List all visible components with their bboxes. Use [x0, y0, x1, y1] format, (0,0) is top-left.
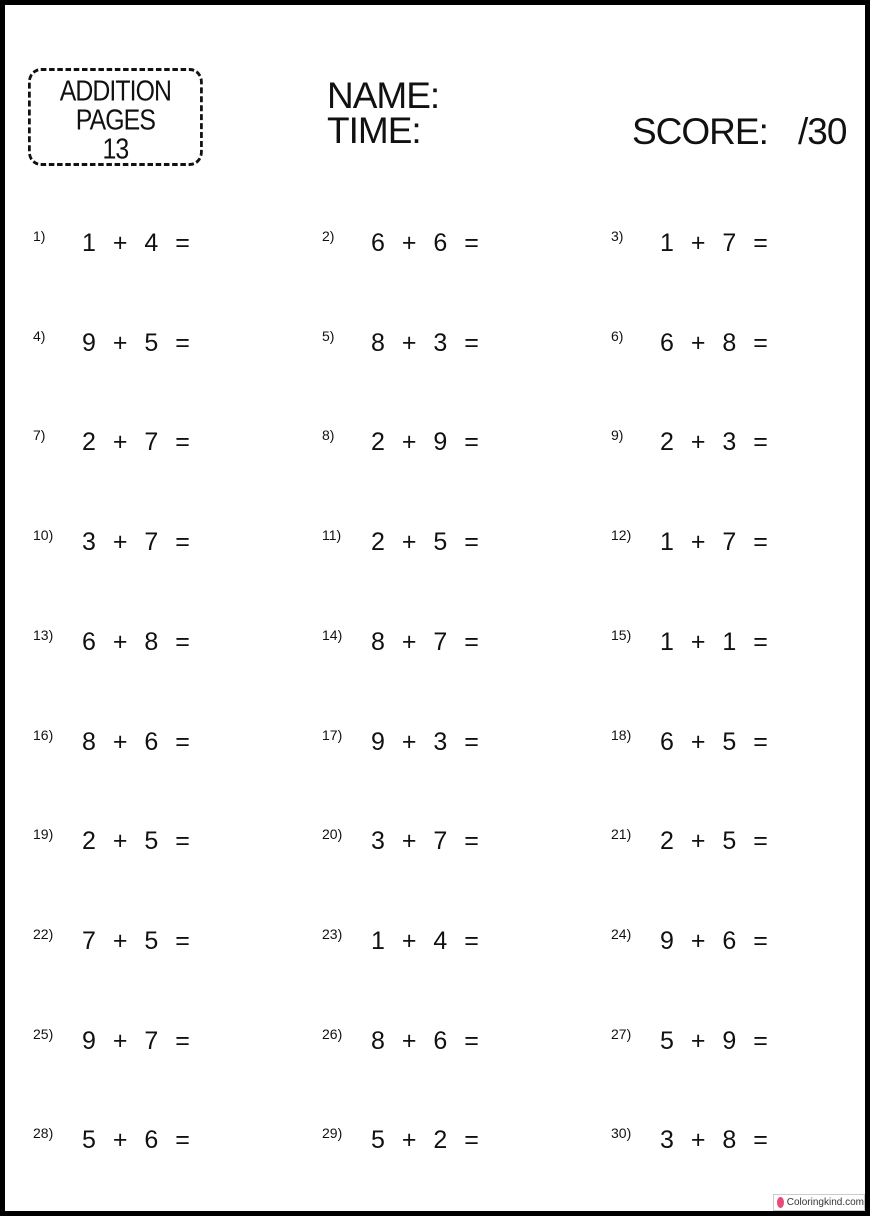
- problem-number: 12): [611, 527, 632, 544]
- problem-item: [33, 429, 191, 459]
- problem-expression: 8 + 6 =: [82, 727, 191, 756]
- problem-expression: 6 + 6 =: [371, 229, 480, 257]
- problem-expression: 1 + 7 =: [660, 528, 769, 557]
- problem-item: [33, 1025, 191, 1058]
- problem-item: [611, 230, 769, 260]
- problem-number: 14): [322, 626, 343, 643]
- problem-expression: 1 + 4 =: [82, 229, 191, 257]
- problem-number: 22): [33, 925, 54, 942]
- problem-item: [33, 327, 191, 360]
- problem-number: 25): [33, 1025, 54, 1042]
- problem-number: 2): [322, 228, 335, 244]
- problem-expression: 2 + 7 =: [82, 428, 191, 457]
- problem-item: [322, 429, 480, 459]
- problem-number: 20): [322, 826, 343, 843]
- worksheet-page: [5, 5, 865, 1211]
- problem-expression: 6 + 5 =: [660, 727, 769, 756]
- problem-expression: 5 + 2 =: [371, 1126, 480, 1155]
- problem-number: 9): [611, 427, 624, 444]
- score-label: SCORE:: [632, 111, 768, 152]
- problem-number: 8): [322, 427, 335, 444]
- problem-expression: 9 + 3 =: [371, 727, 480, 756]
- score-total: /30: [798, 111, 847, 152]
- problem-expression: 8 + 6 =: [371, 1026, 480, 1055]
- problem-item: [322, 327, 480, 360]
- problem-number: 16): [33, 726, 54, 743]
- problem-item: [33, 230, 191, 260]
- worksheet-title-box: [28, 68, 203, 166]
- problem-item: [33, 1127, 191, 1157]
- problem-number: 19): [33, 826, 54, 843]
- problem-expression: 6 + 8 =: [82, 627, 191, 656]
- problem-number: 15): [611, 626, 632, 643]
- problem-expression: 2 + 5 =: [660, 827, 769, 856]
- problem-number: 26): [322, 1025, 343, 1042]
- problem-number: 4): [33, 327, 46, 344]
- problem-number: 21): [611, 826, 632, 843]
- problem-item: [611, 726, 769, 759]
- problem-item: [322, 626, 480, 659]
- problem-item: [33, 925, 191, 958]
- problem-item: [33, 828, 191, 858]
- problem-number: 11): [322, 527, 342, 544]
- problem-expression: 3 + 7 =: [82, 528, 191, 557]
- problem-number: 13): [33, 626, 54, 643]
- problem-expression: 9 + 5 =: [82, 328, 191, 357]
- problem-expression: 5 + 6 =: [82, 1126, 191, 1155]
- problem-number: 24): [611, 925, 632, 942]
- problem-expression: 8 + 3 =: [371, 328, 480, 357]
- problem-number: 27): [611, 1025, 632, 1042]
- brand-icon: [777, 1197, 784, 1208]
- problem-item: [611, 529, 769, 559]
- problem-number: 10): [33, 527, 54, 544]
- problem-number: 29): [322, 1125, 343, 1142]
- problem-item: [33, 726, 191, 759]
- problem-expression: 5 + 9 =: [660, 1026, 769, 1055]
- problem-expression: 3 + 8 =: [660, 1126, 769, 1155]
- problem-expression: 3 + 7 =: [371, 827, 480, 856]
- problem-item: [33, 626, 191, 659]
- problem-expression: 2 + 5 =: [82, 827, 191, 856]
- problem-item: [611, 327, 769, 360]
- problem-expression: 1 + 4 =: [371, 926, 480, 955]
- name-label: NAME:: [327, 75, 440, 116]
- problem-expression: 6 + 8 =: [660, 328, 769, 357]
- problem-number: 18): [611, 726, 632, 743]
- title-line-2: PAGES: [75, 104, 155, 136]
- problem-number: 1): [33, 228, 46, 244]
- problem-item: [611, 429, 769, 459]
- problem-item: [611, 925, 769, 958]
- problem-expression: 1 + 1 =: [660, 627, 769, 656]
- problem-number: 6): [611, 327, 624, 344]
- problem-item: [322, 726, 480, 759]
- title-line-1: ADDITION: [59, 75, 172, 107]
- problem-number: 23): [322, 925, 343, 942]
- problem-item: [322, 529, 480, 559]
- problem-item: [611, 626, 769, 659]
- problem-expression: 8 + 7 =: [371, 627, 480, 656]
- problem-item: [322, 925, 480, 958]
- problem-number: 3): [611, 228, 624, 244]
- problem-expression: 2 + 5 =: [371, 528, 480, 557]
- problem-item: [33, 529, 191, 559]
- problem-expression: 1 + 7 =: [660, 229, 769, 257]
- problem-item: [611, 1127, 769, 1157]
- problem-number: 30): [611, 1125, 632, 1142]
- problem-number: 5): [322, 327, 335, 344]
- title-line-3: 13: [102, 133, 129, 165]
- problem-expression: 2 + 3 =: [660, 428, 769, 457]
- problem-expression: 9 + 6 =: [660, 926, 769, 955]
- problem-number: 17): [322, 726, 343, 743]
- problem-item: [322, 828, 480, 858]
- problem-number: 7): [33, 427, 46, 444]
- problem-item: [322, 1025, 480, 1058]
- time-label: TIME:: [327, 110, 421, 151]
- problem-number: 28): [33, 1125, 54, 1142]
- problem-item: [322, 230, 480, 260]
- problem-item: [611, 1025, 769, 1058]
- problem-expression: 9 + 7 =: [82, 1026, 191, 1055]
- watermark-logo: [773, 1194, 865, 1211]
- problem-item: [322, 1127, 480, 1157]
- watermark-text: Coloringkind.com: [786, 1197, 864, 1208]
- problem-item: [611, 828, 769, 858]
- problem-expression: 7 + 5 =: [82, 926, 191, 955]
- problem-expression: 2 + 9 =: [371, 428, 480, 457]
